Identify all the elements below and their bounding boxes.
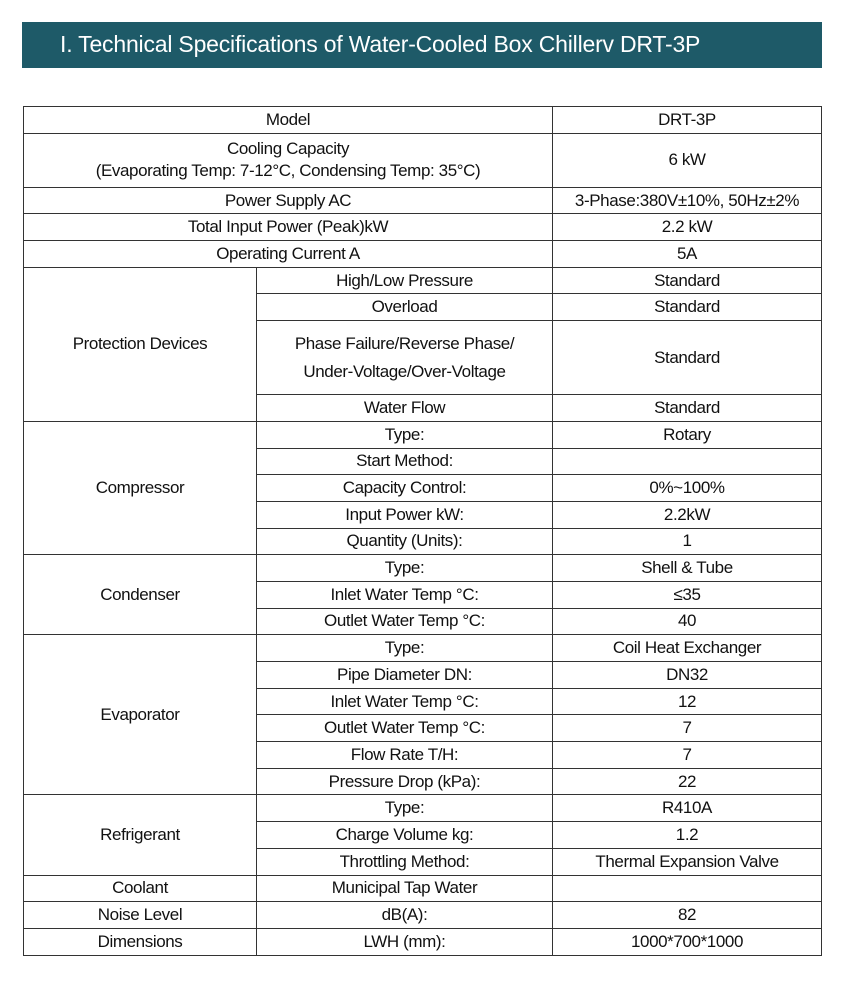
value-cell: 0%~100% (553, 475, 822, 502)
param-cell: Charge Volume kg: (257, 822, 553, 849)
table-row (24, 902, 822, 929)
power-supply-value: 3-Phase:380V±10%, 50Hz±2% (553, 187, 822, 214)
operating-current-value: 5A (553, 241, 822, 268)
param-cell: Inlet Water Temp °C: (257, 581, 553, 608)
table-row (24, 421, 822, 448)
param-line: Under-Voltage/Over-Voltage (303, 361, 506, 381)
param-cell: LWH (mm): (257, 928, 553, 955)
operating-current-label: Operating Current A (24, 241, 553, 268)
value-cell: Rotary (553, 421, 822, 448)
param-cell: Type: (257, 421, 553, 448)
value-cell: 1000*700*1000 (553, 928, 822, 955)
param-cell: Type: (257, 635, 553, 662)
table-row (24, 187, 822, 214)
param-cell: Type: (257, 795, 553, 822)
param-cell: Pipe Diameter DN: (257, 662, 553, 689)
param-cell: Throttling Method: (257, 848, 553, 875)
value-cell: 1 (553, 528, 822, 555)
value-cell: Standard (553, 395, 822, 422)
value-cell: R410A (553, 795, 822, 822)
table-row (24, 795, 822, 822)
value-cell: 22 (553, 768, 822, 795)
group-refrigerant: Refrigerant (24, 795, 257, 875)
group-evaporator: Evaporator (24, 635, 257, 795)
param-cell: Outlet Water Temp °C: (257, 608, 553, 635)
param-cell: Municipal Tap Water (257, 875, 553, 902)
table-row (24, 107, 822, 134)
value-cell: Shell & Tube (553, 555, 822, 582)
value-cell: Coil Heat Exchanger (553, 635, 822, 662)
value-cell: 2.2kW (553, 501, 822, 528)
param-cell: Capacity Control: (257, 475, 553, 502)
cooling-capacity-conditions: (Evaporating Temp: 7-12°C, Condensing Temp: 35°C) (95, 161, 481, 181)
value-cell: Standard (553, 294, 822, 321)
param-cell: dB(A): (257, 902, 553, 929)
noise-level-label: Noise Level (24, 902, 257, 929)
table-row (24, 875, 822, 902)
input-power-label: Total Input Power (Peak)kW (24, 214, 553, 241)
param-cell: Water Flow (257, 395, 553, 422)
param-cell: Type: (257, 555, 553, 582)
value-cell: Thermal Expansion Valve (553, 848, 822, 875)
param-line: Phase Failure/Reverse Phase/ (294, 333, 515, 353)
group-compressor: Compressor (24, 421, 257, 554)
page-title: I. Technical Specifications of Water-Cooled Box Chillerv DRT-3P (60, 31, 701, 57)
value-cell: DN32 (553, 662, 822, 689)
table-row (24, 267, 822, 294)
param-cell: High/Low Pressure (257, 267, 553, 294)
value-cell: 12 (553, 688, 822, 715)
value-cell (553, 448, 822, 475)
param-cell: Flow Rate T/H: (257, 742, 553, 769)
param-cell: Overload (257, 294, 553, 321)
table-row (24, 635, 822, 662)
model-value: DRT-3P (553, 107, 822, 134)
value-cell: Standard (553, 321, 822, 395)
cooling-capacity-title: Cooling Capacity (226, 139, 350, 159)
param-cell: Outlet Water Temp °C: (257, 715, 553, 742)
power-supply-label: Power Supply AC (24, 187, 553, 214)
value-cell: ≤35 (553, 581, 822, 608)
param-cell: Pressure Drop (kPa): (257, 768, 553, 795)
param-cell: Input Power kW: (257, 501, 553, 528)
value-cell: 7 (553, 742, 822, 769)
value-cell: 82 (553, 902, 822, 929)
title-banner (22, 22, 822, 68)
table-row (24, 214, 822, 241)
input-power-value: 2.2 kW (553, 214, 822, 241)
cooling-capacity-label (24, 133, 553, 187)
param-cell (257, 321, 553, 395)
group-condenser: Condenser (24, 555, 257, 635)
table-row (24, 241, 822, 268)
param-cell: Quantity (Units): (257, 528, 553, 555)
table-row (24, 133, 822, 187)
param-cell: Inlet Water Temp °C: (257, 688, 553, 715)
value-cell: Standard (553, 267, 822, 294)
value-cell: 40 (553, 608, 822, 635)
param-cell: Start Method: (257, 448, 553, 475)
table-row (24, 928, 822, 955)
value-cell (553, 875, 822, 902)
value-cell: 1.2 (553, 822, 822, 849)
model-label: Model (24, 107, 553, 134)
cooling-capacity-value: 6 kW (553, 133, 822, 187)
table-row (24, 555, 822, 582)
group-protection-devices: Protection Devices (24, 267, 257, 421)
dimensions-label: Dimensions (24, 928, 257, 955)
coolant-label: Coolant (24, 875, 257, 902)
value-cell: 7 (553, 715, 822, 742)
spec-table (23, 106, 822, 956)
